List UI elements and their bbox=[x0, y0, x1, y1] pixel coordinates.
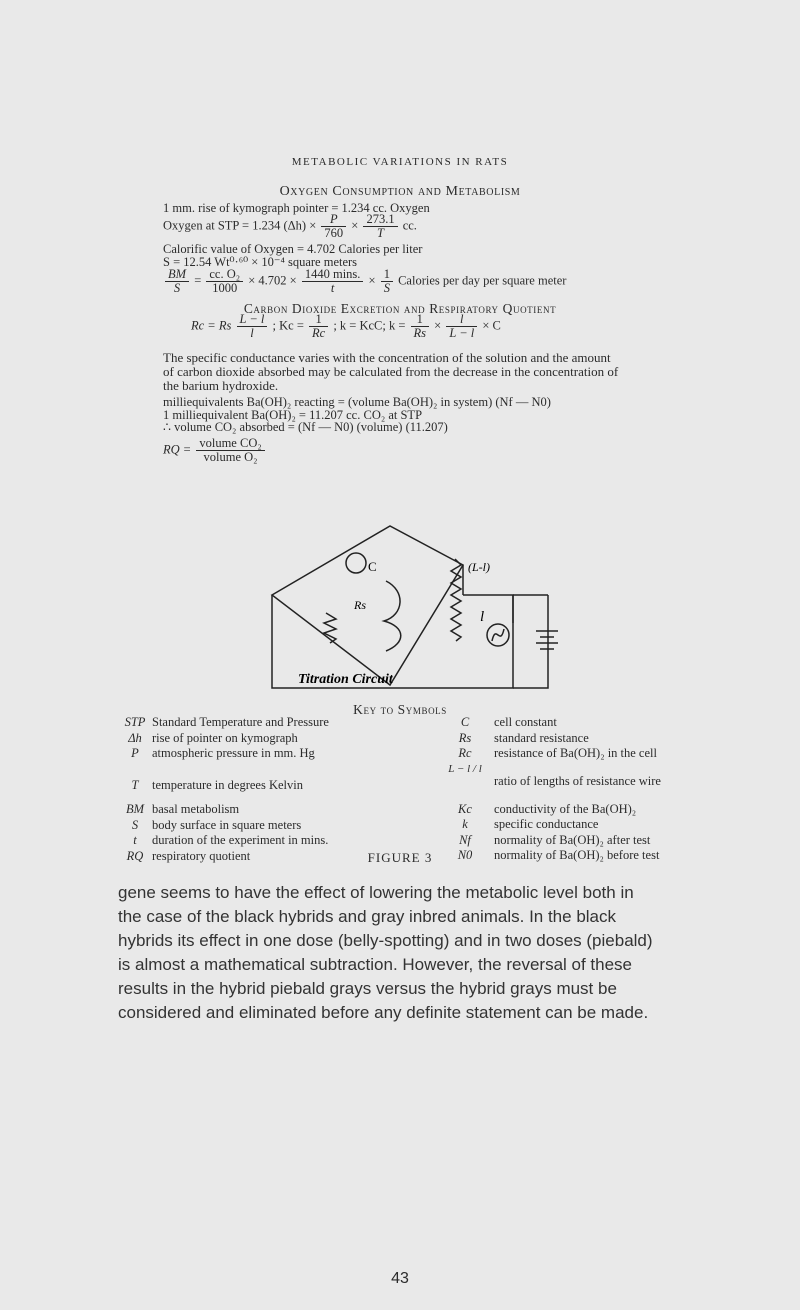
oxygen-stp-equation bbox=[163, 213, 417, 240]
body-line: hybrids its effect in one dose (belly-spotting) and in two doses (piebald) bbox=[118, 931, 653, 950]
kc-lhs: ; Kc = bbox=[272, 318, 304, 333]
bridge-diamond bbox=[272, 526, 463, 685]
body-line: considered and eliminated before any definite statement can be made. bbox=[118, 1003, 649, 1022]
legend-row bbox=[118, 746, 329, 778]
legend-symbol: t bbox=[133, 833, 137, 847]
legend-symbol: Kc bbox=[458, 801, 472, 816]
legend-desc: standard resistance bbox=[494, 730, 589, 745]
figure-caption: FIGURE 3 bbox=[367, 850, 433, 865]
fraction-o2-1000 bbox=[206, 268, 243, 295]
section-title-oxygen: Oxygen Consumption and Metabolism bbox=[279, 184, 521, 199]
frac-num: 1 bbox=[309, 313, 328, 327]
circuit-label-rs: Rs bbox=[354, 598, 366, 612]
frac-num: P bbox=[321, 213, 346, 227]
frac-num: 273.1 bbox=[363, 213, 397, 227]
surface-area-formula: S = 12.54 Wt⁰·⁶⁰ × 10⁻⁴ square meters bbox=[163, 255, 358, 269]
legend-desc: rise of pointer on kymograph bbox=[152, 730, 298, 745]
calorific-value: Calorific value of Oxygen = 4.702 Calories per liter bbox=[163, 242, 423, 256]
legend-row bbox=[436, 715, 661, 731]
milliequivalents-equation: milliequivalents Ba(OH)₂ reacting = (volume Ba(OH)₂ in system) (Nf — N0) bbox=[163, 395, 551, 409]
fraction-1-rs bbox=[411, 313, 430, 340]
body-line: the case of the black hybrids and gray inbred animals. In the black bbox=[118, 907, 617, 926]
legend-row bbox=[118, 778, 329, 802]
frac-num: BM bbox=[165, 268, 189, 282]
legend-row bbox=[436, 802, 661, 818]
frac-num: 1 bbox=[411, 313, 430, 327]
fraction-273-t bbox=[363, 213, 397, 240]
cell-arc bbox=[384, 581, 401, 651]
legend-desc: basal metabolism bbox=[152, 802, 240, 816]
oxygen-stp-lhs: Oxygen at STP = 1.234 (Δh) × bbox=[163, 218, 317, 233]
fraction-1440-t bbox=[302, 268, 364, 295]
frac-num: l bbox=[446, 313, 477, 327]
fraction-1-rc bbox=[309, 313, 328, 340]
legend-symbol: N0 bbox=[457, 848, 473, 862]
legend-symbol: L − l / l bbox=[448, 762, 482, 775]
galvanometer-needle-icon bbox=[492, 629, 504, 641]
circuit-title: Titration Circuit bbox=[298, 672, 393, 687]
legend-symbol: Nf bbox=[459, 832, 471, 847]
legend-desc: respiratory quotient bbox=[152, 848, 251, 863]
times-caloric: × 4.702 × bbox=[248, 273, 297, 288]
titration-circuit-diagram bbox=[258, 523, 578, 693]
legend-row bbox=[118, 731, 329, 747]
frac-num: L − l bbox=[237, 313, 268, 327]
body-line: gene seems to have the effect of lowering the metabolic level both in bbox=[118, 883, 634, 902]
legend-desc: temperature in degrees Kelvin bbox=[152, 778, 303, 792]
times-sign: × bbox=[368, 273, 376, 288]
legend-row bbox=[118, 833, 329, 849]
circuit-label-c: C bbox=[368, 559, 377, 574]
frac-den: L − l bbox=[449, 326, 475, 340]
rc-lhs: Rc = Rs bbox=[191, 318, 232, 333]
basal-metabolism-equation bbox=[163, 268, 566, 295]
rq-equation bbox=[163, 437, 267, 464]
kymograph-calibration: 1 mm. rise of kymograph pointer = 1.234 cc. Oxygen bbox=[163, 201, 430, 215]
legend-row bbox=[118, 802, 329, 818]
fraction-bm-s bbox=[165, 268, 189, 295]
times-sign: × bbox=[351, 218, 359, 233]
paragraph-line: The specific conductance varies with the concentration of the solution and the amount bbox=[163, 350, 611, 365]
legend-symbol: STP bbox=[124, 715, 146, 729]
conductivity-cell-icon bbox=[346, 553, 366, 573]
calories-unit: Calories per day per square meter bbox=[398, 273, 567, 288]
equals-sign: = bbox=[194, 273, 202, 288]
milliequivalent-volume: 1 milliequivalent Ba(OH)₂ = 11.207 cc. CO₂ at STP bbox=[163, 408, 423, 422]
frac-den: S bbox=[383, 281, 390, 295]
legend-left bbox=[118, 715, 329, 864]
legend-right bbox=[436, 715, 661, 864]
legend-symbol: P bbox=[131, 746, 139, 760]
legend-row bbox=[436, 731, 661, 747]
body-text bbox=[118, 881, 653, 1025]
legend-desc: Standard Temperature and Pressure bbox=[152, 715, 329, 729]
circuit-label-l-minus: (L-l) bbox=[468, 560, 490, 574]
legend-symbol: RQ bbox=[126, 848, 144, 863]
legend-desc: normality of Ba(OH)₂ after test bbox=[494, 832, 651, 847]
legend-row bbox=[118, 818, 329, 834]
frac-den: T bbox=[377, 226, 384, 240]
body-line: is almost a mathematical subtraction. However, the reversal of these bbox=[118, 955, 633, 974]
frac-den: Rs bbox=[413, 326, 427, 340]
co2-volume-equation: ∴ volume CO₂ absorbed = (Nf — N0) (volume) (11.207) bbox=[163, 420, 448, 434]
frac-den: volume O₂ bbox=[203, 450, 258, 464]
times-c: × C bbox=[482, 318, 501, 333]
legend-symbol: T bbox=[131, 778, 139, 792]
legend-desc: normality of Ba(OH)₂ before test bbox=[494, 848, 660, 862]
legend-row bbox=[436, 817, 661, 833]
k-definition: ; k = KcC; k = bbox=[333, 318, 406, 333]
section-title-co2: Carbon Dioxide Excretion and Respiratory Quotient bbox=[243, 301, 557, 316]
legend-desc: specific conductance bbox=[494, 817, 599, 831]
legend-desc: conductivity of the Ba(OH)₂ bbox=[494, 801, 637, 816]
legend-row bbox=[436, 746, 661, 762]
frac-num: cc. O₂ bbox=[206, 268, 243, 282]
key-title: Key to Symbols bbox=[353, 702, 447, 717]
frac-den: t bbox=[330, 281, 335, 295]
frac-num: 1 bbox=[381, 268, 393, 282]
unit-cc: cc. bbox=[402, 218, 417, 233]
legend-symbol: Δh bbox=[128, 730, 142, 745]
conductance-equations bbox=[191, 313, 501, 340]
fraction-p-760 bbox=[321, 213, 346, 240]
legend-desc: duration of the experiment in mins. bbox=[152, 833, 329, 847]
fraction-1-s bbox=[381, 268, 393, 295]
frac-den: Rc bbox=[312, 326, 326, 340]
legend-desc: resistance of Ba(OH)₂ in the cell bbox=[494, 746, 657, 760]
battery-icon bbox=[536, 631, 558, 649]
paragraph-line: the barium hydroxide. bbox=[163, 378, 279, 393]
fraction-rq bbox=[196, 437, 264, 464]
frac-den: S bbox=[173, 281, 181, 295]
frac-num: 1440 mins. bbox=[302, 268, 364, 282]
legend-symbol: k bbox=[462, 817, 468, 831]
legend-row bbox=[118, 715, 329, 731]
paragraph-line: of carbon dioxide absorbed may be calculated from the decrease in the concentration of bbox=[163, 364, 619, 379]
battery-return-wire bbox=[513, 595, 548, 688]
legend-symbol: BM bbox=[125, 802, 145, 816]
legend-desc: atmospheric pressure in mm. Hg bbox=[152, 746, 315, 760]
body-line: results in the hybrid piebald grays versus the hybrid grays must be bbox=[118, 979, 617, 998]
frac-num: volume CO₂ bbox=[196, 437, 264, 451]
legend-symbol: C bbox=[460, 715, 470, 729]
legend-symbol: Rs bbox=[458, 730, 472, 745]
explanatory-paragraph bbox=[163, 351, 618, 393]
legend-row bbox=[436, 762, 661, 802]
legend-desc: cell constant bbox=[494, 715, 557, 729]
page-number: 43 bbox=[391, 1270, 409, 1287]
legend-symbol: S bbox=[131, 817, 139, 832]
frac-den: l bbox=[250, 326, 254, 340]
circuit-label-l: l bbox=[480, 609, 485, 625]
legend-desc: ratio of lengths of resistance wire bbox=[494, 773, 661, 788]
rq-lhs: RQ = bbox=[163, 442, 192, 457]
fraction-wire-ratio bbox=[237, 313, 268, 340]
fraction-l-ratio bbox=[446, 313, 477, 340]
legend-row bbox=[436, 833, 661, 849]
legend-desc: body surface in square meters bbox=[152, 817, 302, 832]
frac-den: 1000 bbox=[212, 281, 238, 295]
frac-den: 760 bbox=[324, 226, 344, 240]
running-head: METABOLIC VARIATIONS IN RATS bbox=[291, 156, 509, 168]
times-sign: × bbox=[434, 318, 442, 333]
legend-symbol: Rc bbox=[458, 746, 472, 760]
